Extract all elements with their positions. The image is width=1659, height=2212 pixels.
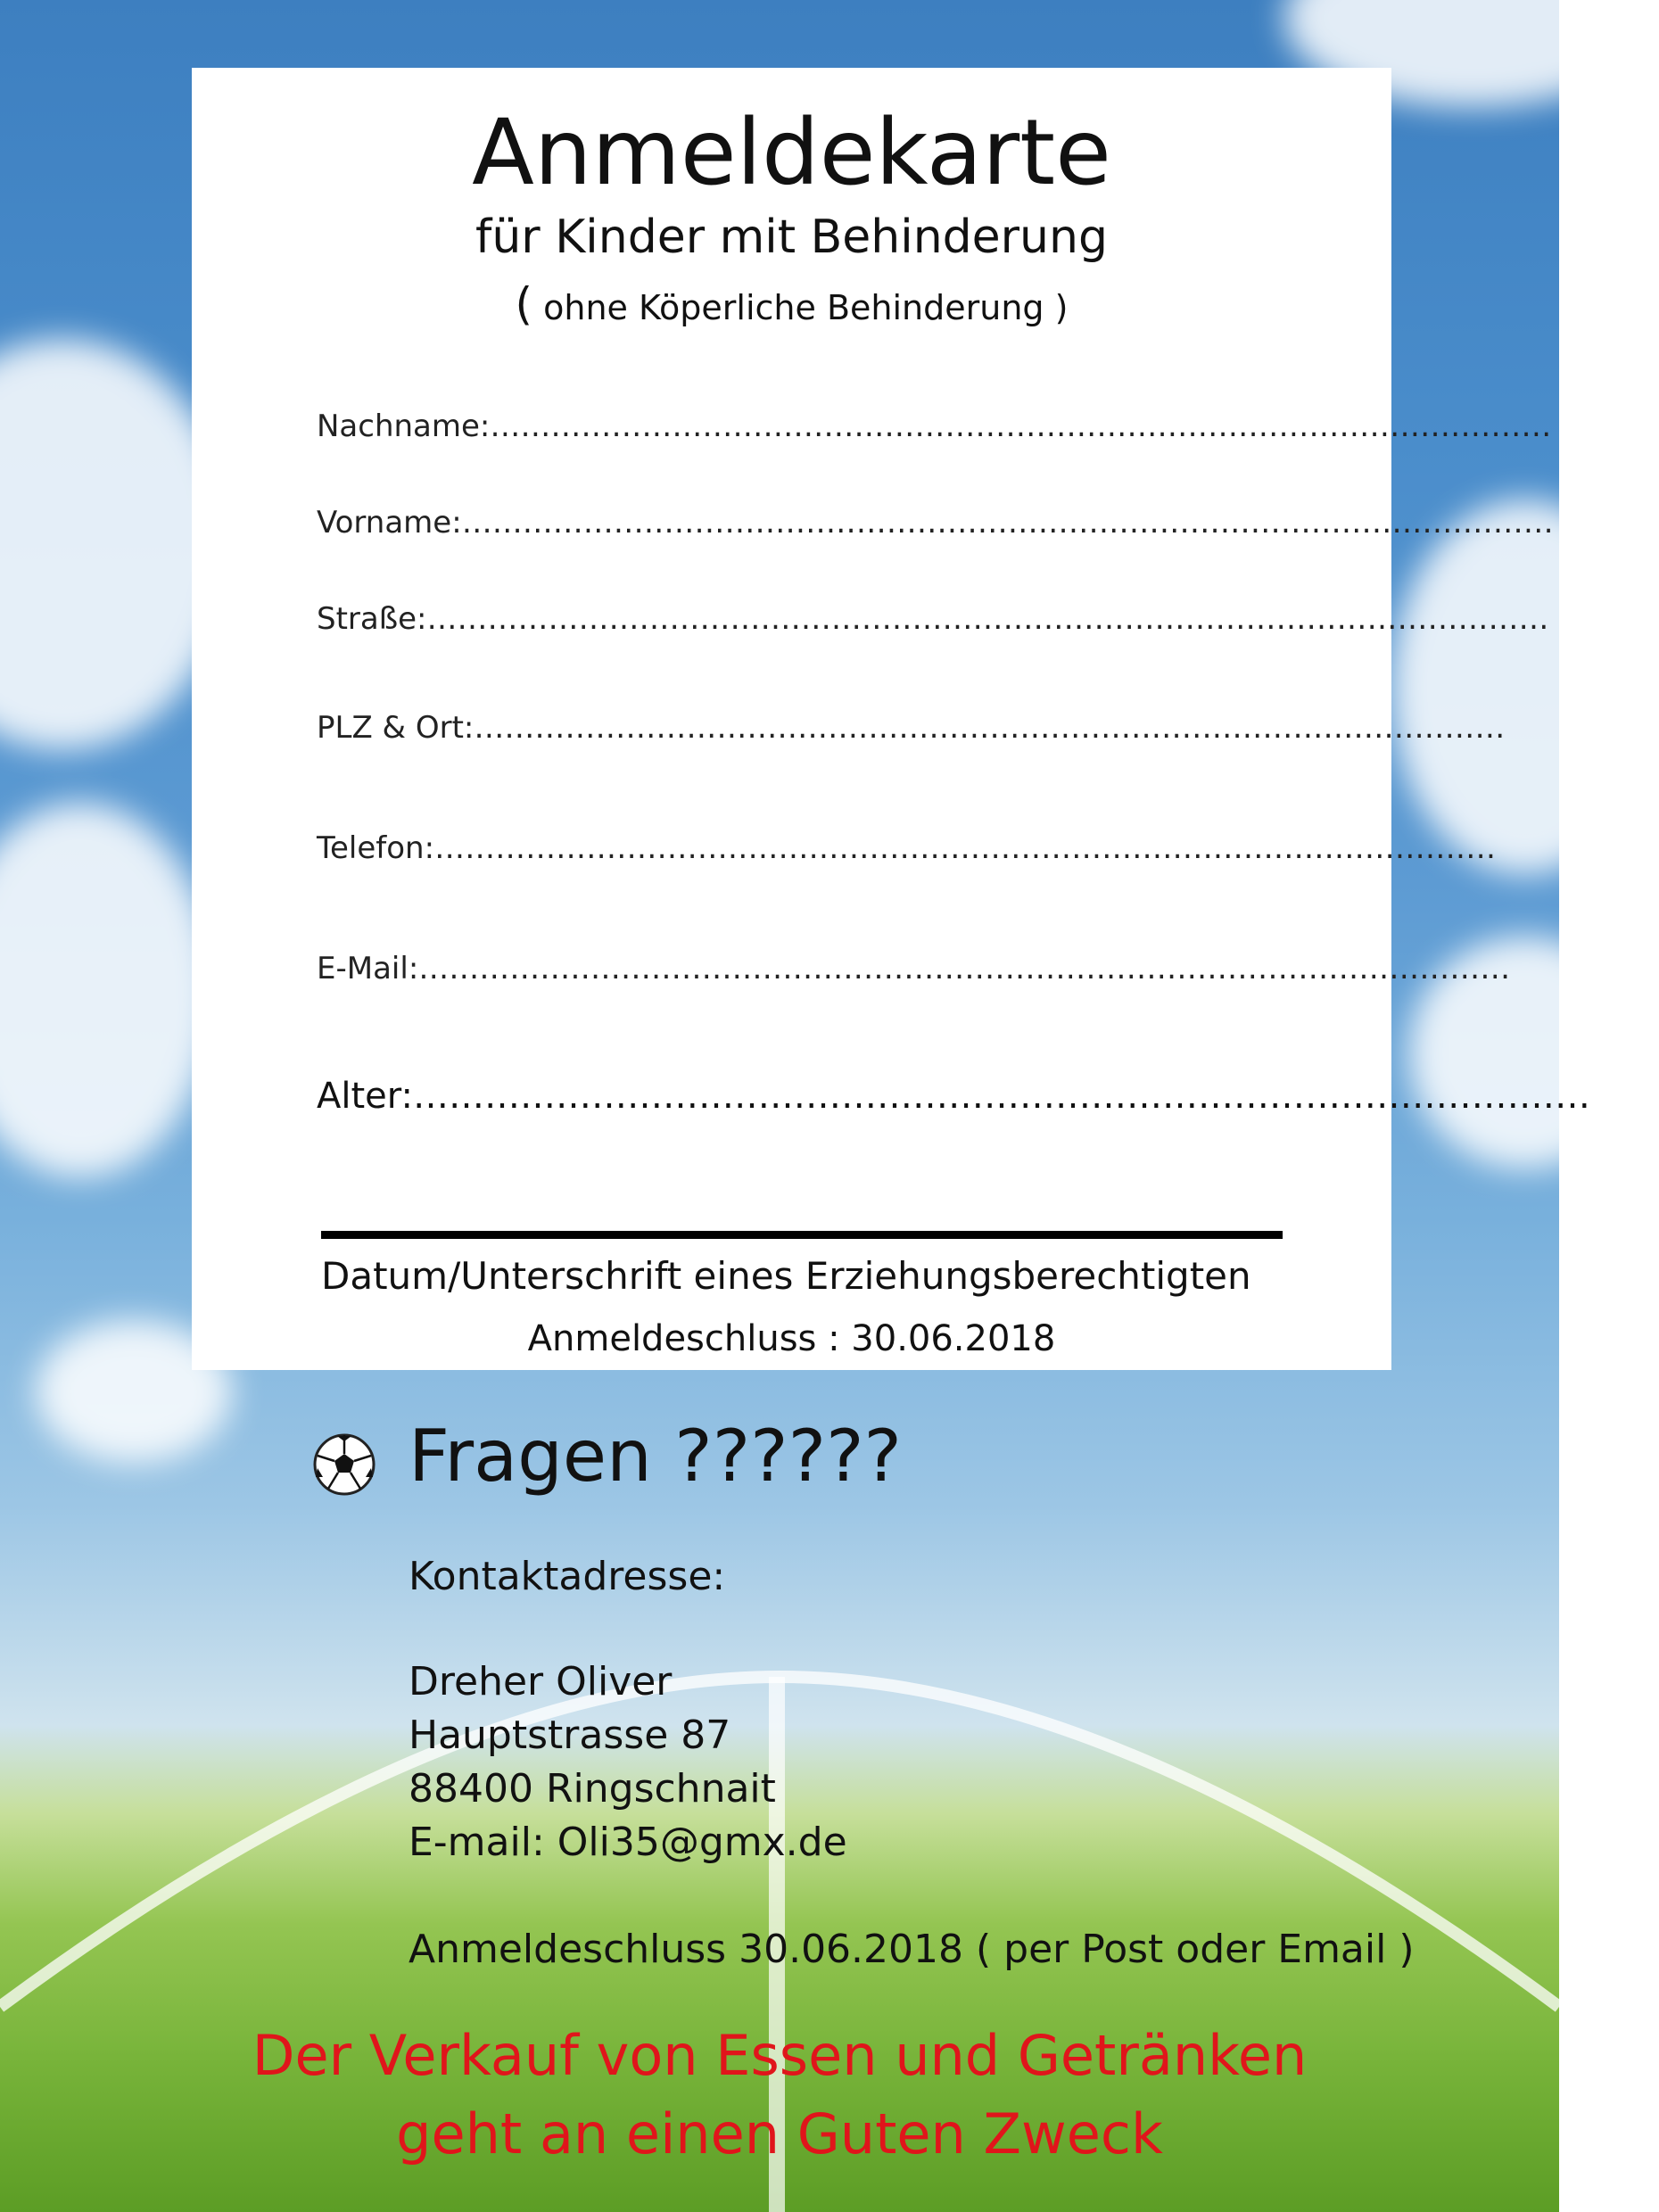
field-label: E-Mail: [317, 951, 419, 986]
field-alter[interactable] [317, 1076, 1590, 1117]
registration-card [192, 68, 1590, 1370]
contact-street: Hauptstrasse 87 [409, 1713, 731, 1758]
soccer-ball-icon [312, 1432, 376, 1497]
field-label: Telefon: [317, 830, 435, 866]
signature-line [321, 1231, 1283, 1239]
contact-email[interactable]: E-mail: Oli35@gmx.de [409, 1820, 847, 1865]
field-label: Vorname: [317, 505, 462, 541]
contact-deadline: Anmeldeschluss 30.06.2018 ( per Post oder Email ) [409, 1927, 1415, 1972]
card-subtitle-note [192, 278, 1391, 330]
field-nachname[interactable] [317, 409, 1552, 448]
contact-city: 88400 Ringschnait [409, 1766, 776, 1812]
paren-close: ) [1054, 288, 1069, 327]
field-dots: …………………………………………………………………………………………… [434, 830, 1497, 866]
field-label: Nachname: [317, 409, 491, 444]
field-label: Alter: [317, 1076, 413, 1117]
field-plz-ort[interactable] [317, 710, 1506, 749]
paren-open: ( [515, 278, 533, 330]
field-dots: …………………………………………………………………………………………… [490, 409, 1552, 444]
promo-line-1: Der Verkauf von Essen und Getränken [252, 2023, 1308, 2088]
questions-heading: Fragen ?????? [409, 1415, 903, 1498]
contact-name: Dreher Oliver [409, 1659, 673, 1704]
field-dots: ………………………………………………………………………………………………… [426, 601, 1549, 637]
field-strasse[interactable] [317, 601, 1549, 640]
contact-label: Kontaktadresse: [409, 1554, 726, 1599]
field-dots: ……………………………………………………………………………………………… [461, 505, 1554, 541]
promo-line-2: geht an einen Guten Zweck [396, 2101, 1163, 2167]
field-email[interactable] [317, 951, 1511, 990]
field-dots: ……………………………………………………………………………………………… [418, 951, 1511, 986]
field-dots: ……………………………………………………………………………………… [413, 1076, 1590, 1117]
signature-label: Datum/Unterschrift eines Erziehungsberechtigten [321, 1254, 1251, 1298]
field-label: Straße: [317, 601, 427, 637]
card-subtitle-note-text: ohne Köperliche Behinderung [532, 288, 1055, 327]
field-telefon[interactable] [317, 830, 1497, 870]
field-dots: ………………………………………………………………………………………… [474, 710, 1506, 746]
field-label: PLZ & Ort: [317, 710, 475, 746]
card-subtitle: für Kinder mit Behinderung [475, 210, 1108, 264]
card-title: Anmeldekarte [472, 100, 1111, 206]
card-deadline: Anmeldeschluss : 30.06.2018 [527, 1318, 1056, 1359]
field-vorname[interactable] [317, 505, 1554, 544]
